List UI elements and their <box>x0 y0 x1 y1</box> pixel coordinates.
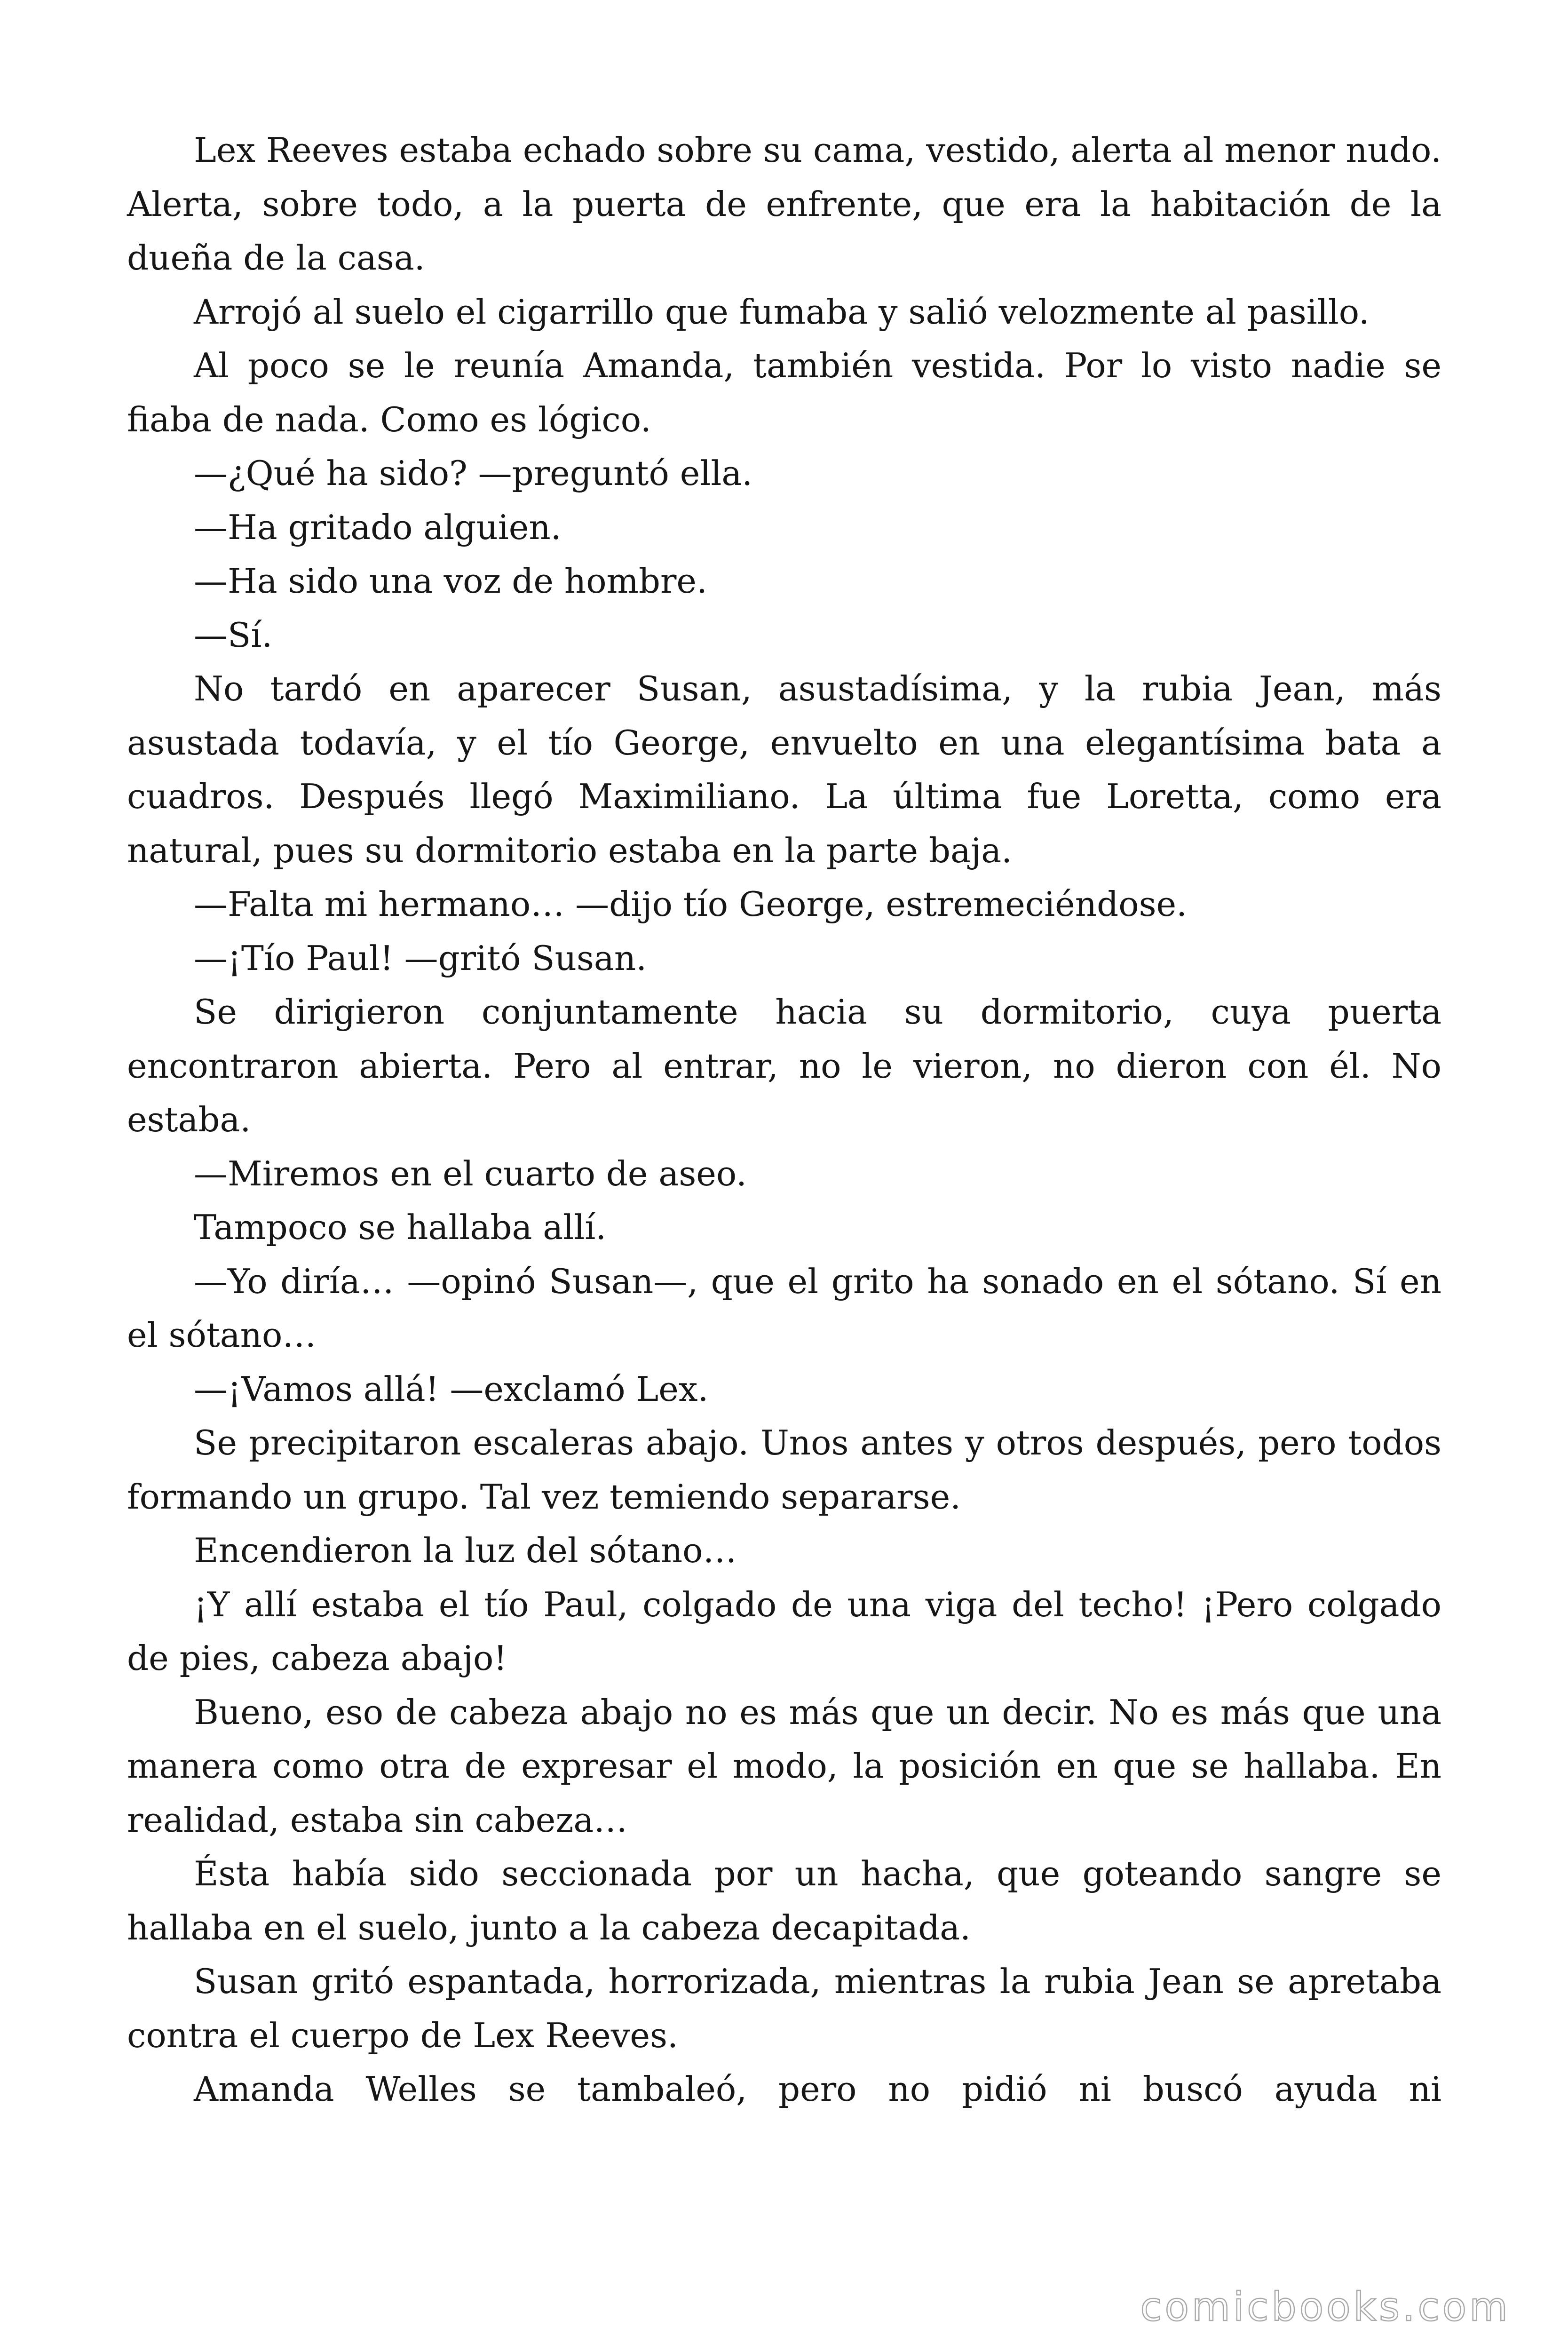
paragraph: Ésta había sido seccionada por un hacha, que goteando sangre se hallaba en el suelo, junto a la cabeza decapitada. <box>127 1854 1441 1947</box>
dialogue-line: —Sí. <box>194 615 273 655</box>
watermark: comicbooks.com <box>1140 2284 1511 2330</box>
paragraph: Se dirigieron conjuntamente hacia su dormitorio, cuya puerta encontraron abierta. Pero al entrar, no le vieron, no dieron con él. No estaba. <box>127 992 1441 1139</box>
dialogue-line: —¡Tío Paul! —gritó Susan. <box>194 938 647 978</box>
dialogue-line: —Ha sido una voz de hombre. <box>194 561 707 601</box>
paragraph: ¡Y allí estaba el tío Paul, colgado de una viga del techo! ¡Pero colgado de pies, cabeza abajo! <box>127 1584 1441 1678</box>
paragraph: Susan gritó espantada, horrorizada, mientras la rubia Jean se apretaba contra el cuerpo de Lex Reeves. <box>127 1962 1441 2055</box>
paragraph: Se precipitaron escaleras abajo. Unos antes y otros después, pero todos formando un grupo. Tal vez temiendo separarse. <box>127 1423 1441 1517</box>
dialogue-line: —Falta mi hermano… —dijo tío George, estremeciéndose. <box>194 884 1188 924</box>
paragraph: Bueno, eso de cabeza abajo no es más que un decir. No es más que una manera como otra de expresar el modo, la posición en que se hallaba. En realidad, estaba sin cabeza… <box>127 1692 1441 1840</box>
dialogue-line: —¡Vamos allá! —exclamó Lex. <box>194 1369 709 1409</box>
dialogue-line: —Ha gritado alguien. <box>194 507 562 547</box>
paragraph: Arrojó al suelo el cigarrillo que fumaba y salió velozmente al pasillo. <box>194 292 1370 332</box>
dialogue-line: —¿Qué ha sido? —preguntó ella. <box>194 453 753 493</box>
paragraph: Tampoco se hallaba allí. <box>194 1208 607 1247</box>
dialogue-line: —Miremos en el cuarto de aseo. <box>194 1153 747 1193</box>
paragraph: No tardó en aparecer Susan, asustadísima, y la rubia Jean, más asustada todavía, y el tío George, envuelto en una elegantísima bata a cuadros. Después llegó Maximiliano. La última fue Loretta, como era natural, pues su dormitorio estaba en la parte baja. <box>127 669 1441 870</box>
paragraph: Lex Reeves estaba echado sobre su cama, vestido, alerta al menor nudo. Alerta, sobre todo, a la puerta de enfrente, que era la habitación de la dueña de la casa. <box>127 130 1441 278</box>
paragraph: Amanda Welles se tambaleó, pero no pidió ni buscó ayuda ni <box>194 2069 1441 2109</box>
paragraph: Encendieron la luz del sótano… <box>194 1531 737 1570</box>
paragraph: Al poco se le reunía Amanda, también vestida. Por lo visto nadie se fiaba de nada. Como es lógico. <box>127 346 1441 439</box>
dialogue-line: —Yo diría… —opinó Susan—, que el grito ha sonado en el sótano. Sí en el sótano… <box>127 1261 1441 1355</box>
book-page-text <box>127 123 1441 2116</box>
